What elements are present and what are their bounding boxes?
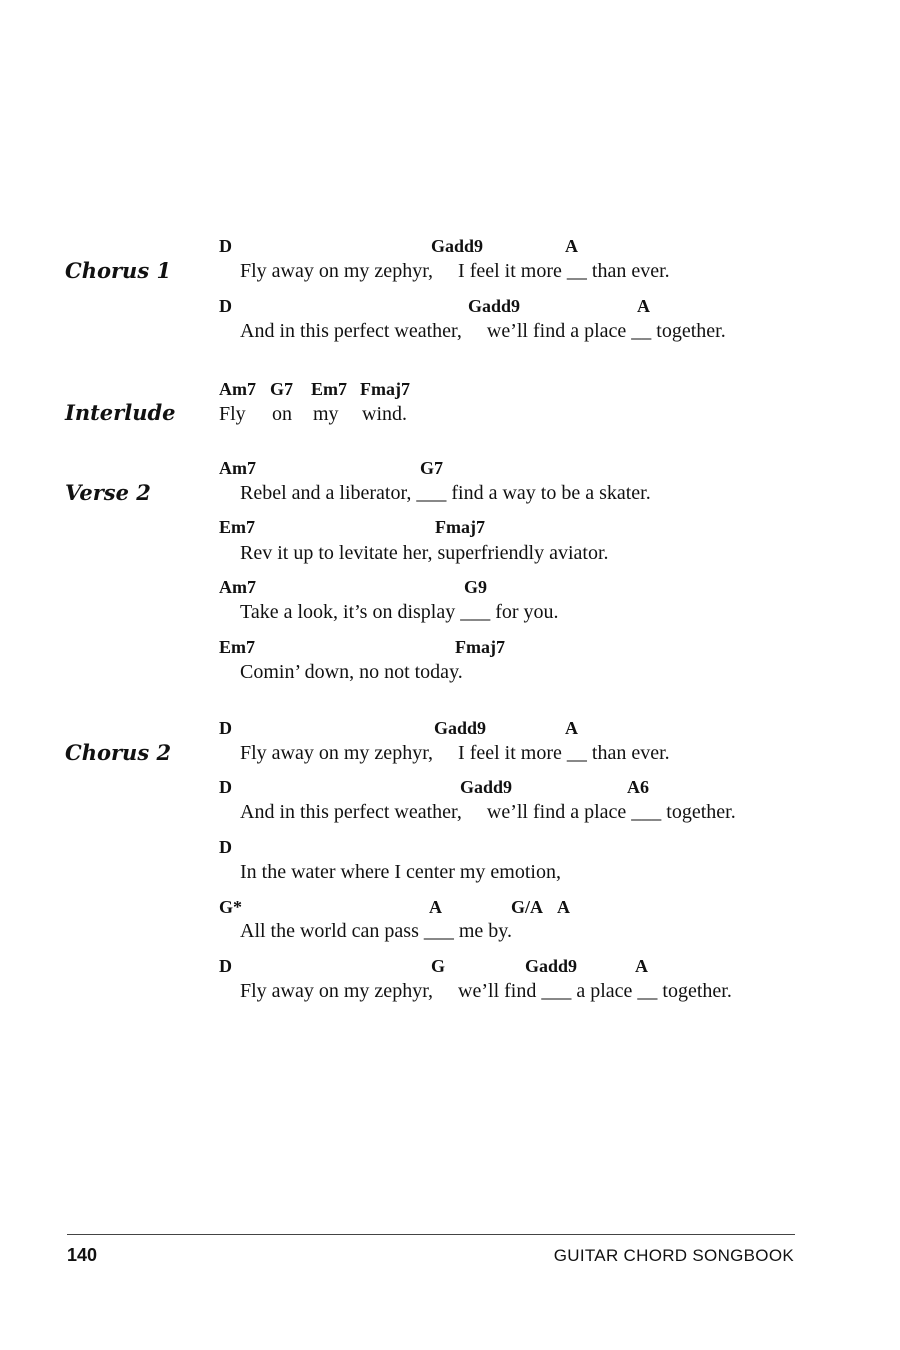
chord: A (637, 296, 650, 316)
page-number: 140 (67, 1245, 98, 1265)
chord: D (219, 236, 232, 256)
section-label-verse-2: Verse 2 (65, 480, 151, 505)
lyric-line: Fly away on my zephyr, I feel it more __ than ever. (240, 260, 670, 282)
chord: Am7 (219, 458, 256, 478)
lyric-line: And in this perfect weather, we’ll find a place __ together. (240, 320, 726, 342)
chord: D (219, 777, 232, 797)
chord: G* (219, 897, 243, 917)
lyric-line: In the water where I center my emotion, (240, 861, 561, 883)
chord: Em7 (219, 637, 255, 657)
chord: Gadd9 (460, 777, 513, 797)
footer-divider (67, 1234, 795, 1235)
lyric-line: Rebel and a liberator, ___ find a way to be a skater. (240, 482, 651, 504)
chord: Gadd9 (468, 296, 521, 316)
running-footer-title: GUITAR CHORD SONGBOOK (553, 1246, 794, 1265)
chord: Gadd9 (431, 236, 484, 256)
chord: G7 (420, 458, 444, 478)
lyric-line: All the world can pass ___ me by. (240, 920, 512, 942)
lyric-word: on (272, 403, 292, 425)
lyric-line: Comin’ down, no not today. (240, 661, 463, 683)
chord: A (557, 897, 570, 917)
lyric-line: Fly away on my zephyr, I feel it more __ than ever. (240, 742, 670, 764)
chord: A (429, 897, 442, 917)
chord: A (565, 718, 578, 738)
chord: Am7 (219, 379, 256, 399)
chord: Am7 (219, 577, 256, 597)
section-label-interlude: Interlude (65, 400, 176, 425)
lyric-word: my (313, 403, 339, 425)
chord: D (219, 718, 232, 738)
chord: D (219, 956, 232, 976)
section-label-chorus-1: Chorus 1 (65, 258, 172, 283)
chord: D (219, 837, 232, 857)
lyric-line: And in this perfect weather, we’ll find a place ___ together. (240, 801, 736, 823)
lyric-line: Take a look, it’s on display ___ for you. (240, 601, 559, 623)
chord: Em7 (311, 379, 347, 399)
lyric-word: wind. (362, 403, 407, 425)
chord: D (219, 296, 232, 316)
chord: G7 (270, 379, 294, 399)
chord: A (565, 236, 578, 256)
lyric-line: Rev it up to levitate her, superfriendly aviator. (240, 542, 609, 564)
chord: A6 (627, 777, 649, 797)
chord: G (431, 956, 446, 976)
chord: A (635, 956, 648, 976)
chord: Gadd9 (434, 718, 487, 738)
chord: Em7 (219, 517, 255, 537)
section-label-chorus-2: Chorus 2 (65, 740, 172, 765)
chord: Fmaj7 (455, 637, 505, 657)
chord: G/A (511, 897, 544, 917)
lyric-line: Fly away on my zephyr, we’ll find ___ a place __ together. (240, 980, 732, 1002)
chord: Fmaj7 (360, 379, 410, 399)
chord: Gadd9 (525, 956, 578, 976)
chord: Fmaj7 (435, 517, 485, 537)
chord: G9 (464, 577, 488, 597)
lyric-word: Fly (219, 403, 246, 425)
